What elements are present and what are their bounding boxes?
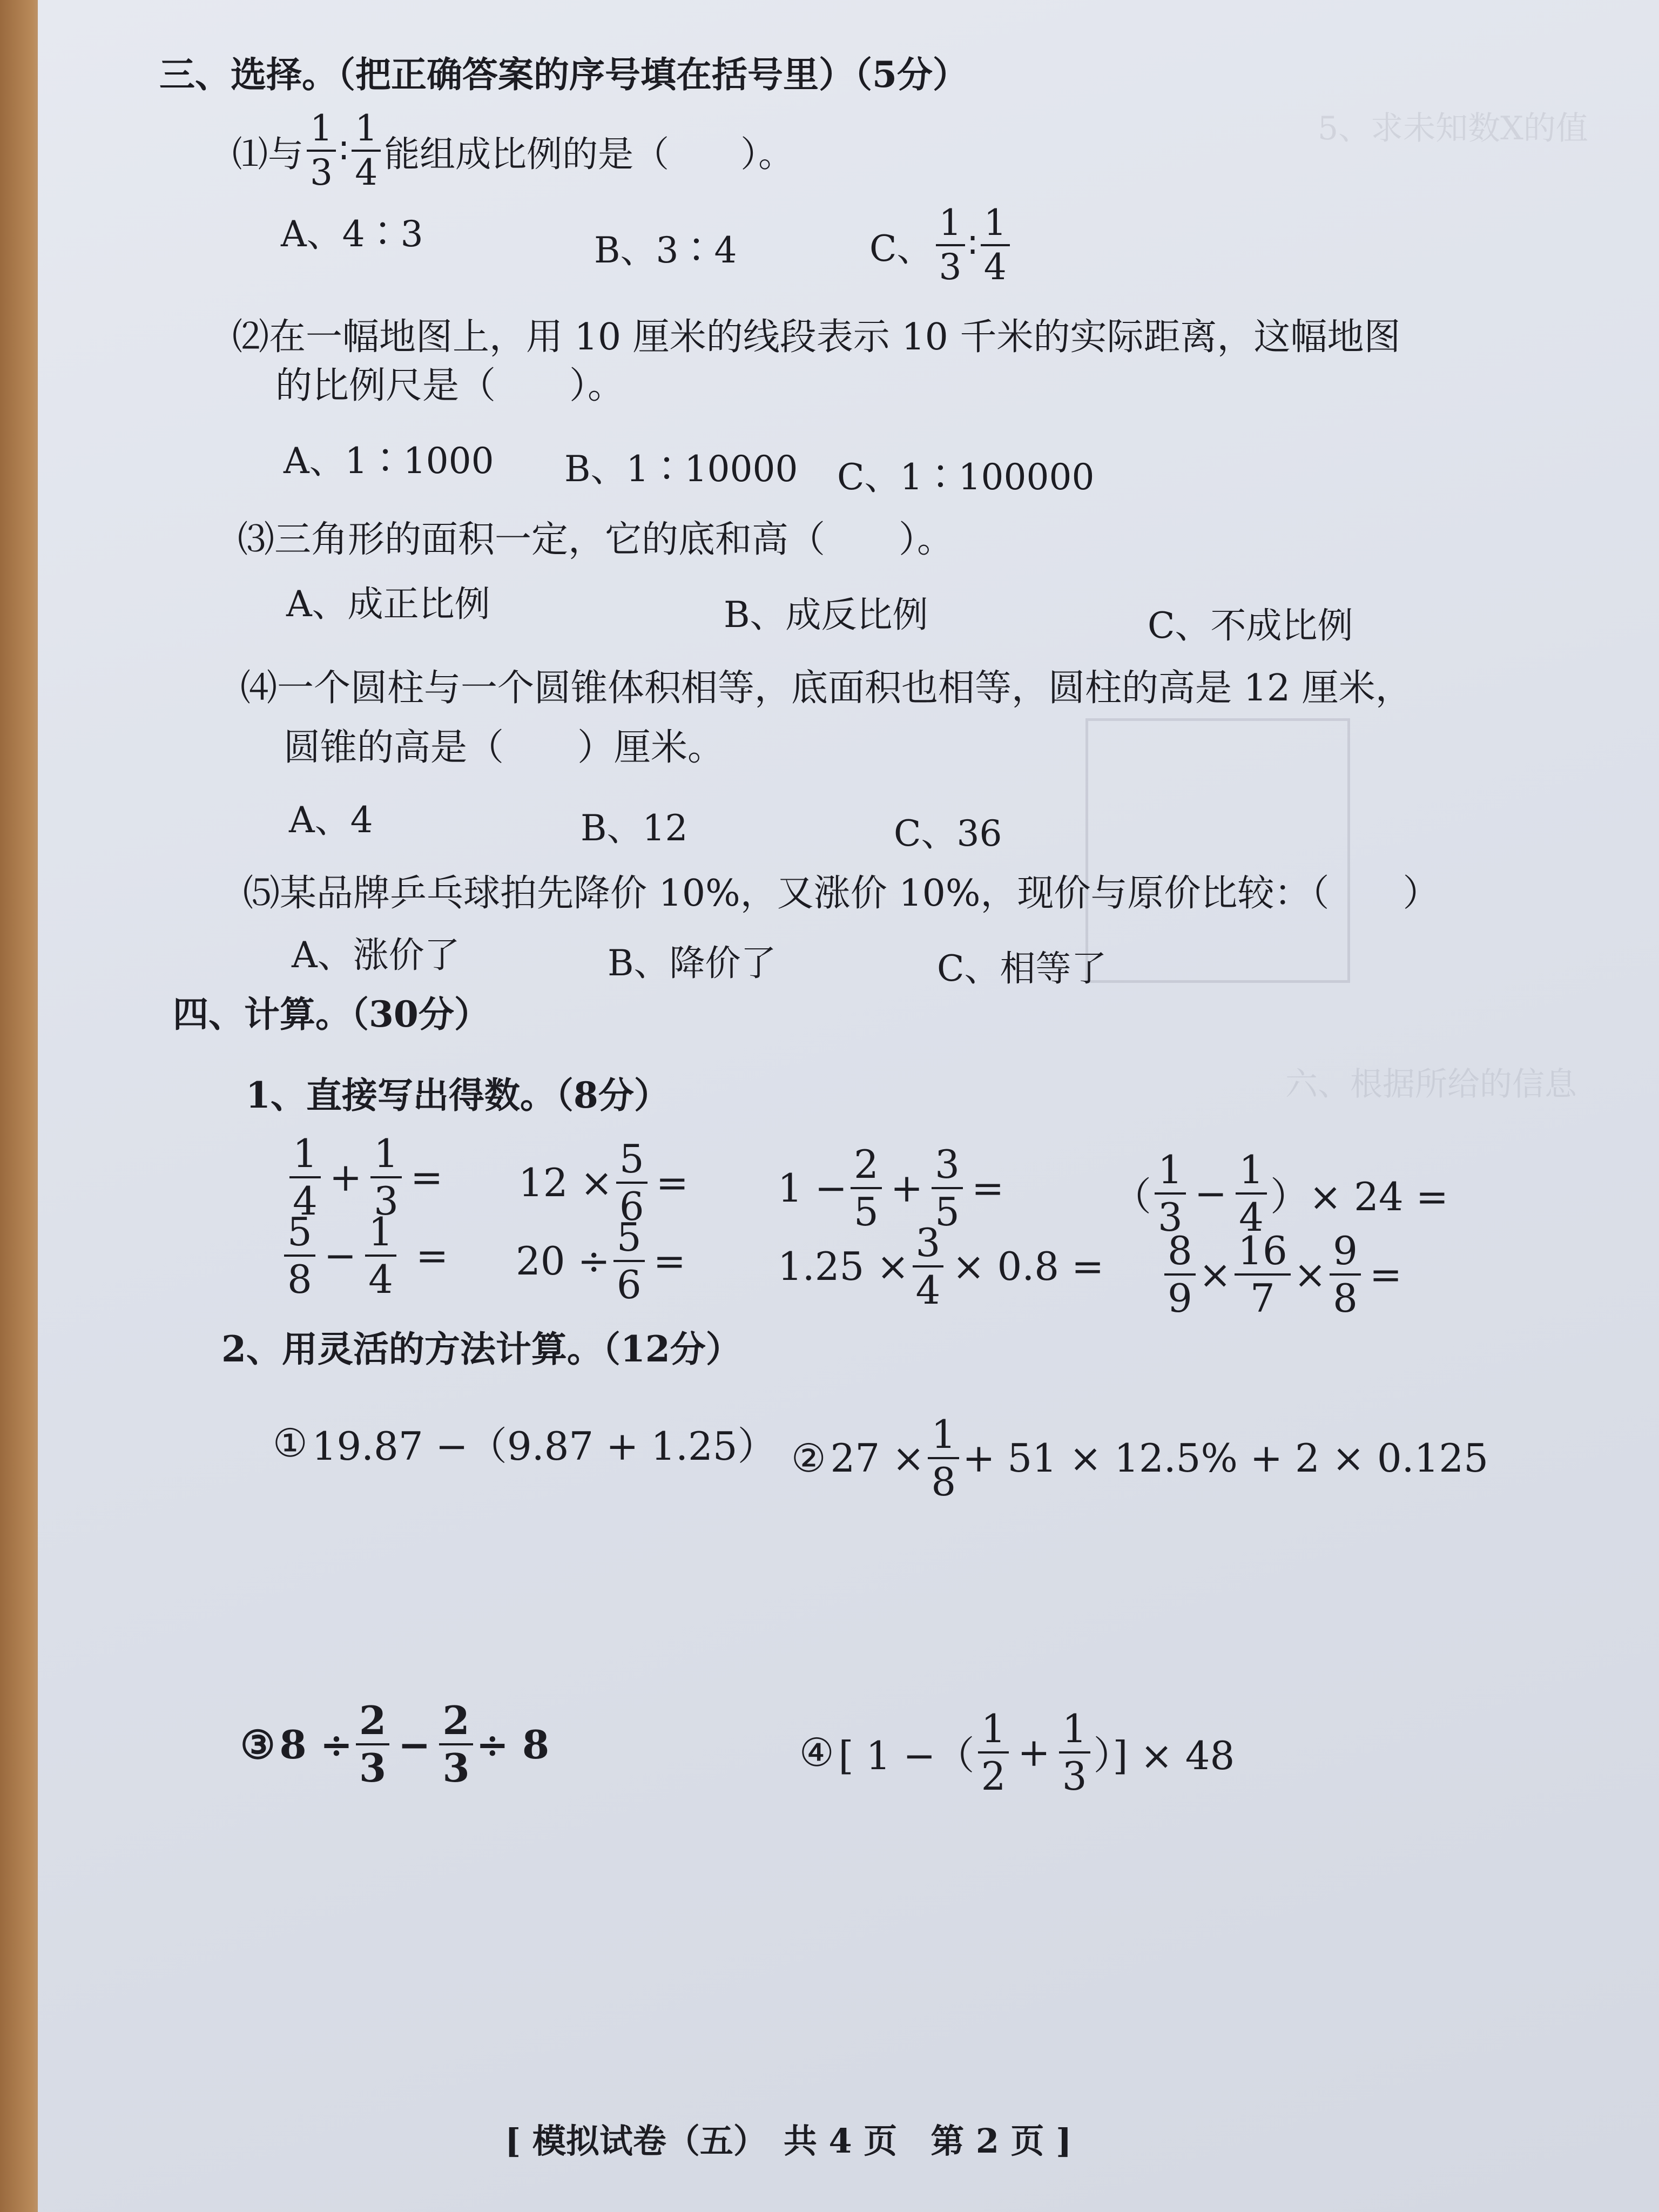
q5-line1: ⑸某品牌乒乓球拍先降价 10%，又涨价 10%，现价与原价比较：（ ） — [243, 872, 1440, 915]
fraction: $\frac{2}{3}$ — [439, 1701, 473, 1788]
fraction: $\frac{1}{3}$ — [307, 111, 336, 191]
fraction: $\frac{1}{4}$ — [352, 111, 381, 191]
expression-6: 20 ÷ $\frac{5}{6}$ = — [516, 1215, 686, 1307]
q4-line1: ⑷一个圆柱与一个圆锥体积相等，底面积也相等，圆柱的高是 12 厘米， — [240, 667, 1412, 710]
fraction: $\frac{16}{7}$ — [1235, 1231, 1291, 1318]
expression-4: （ $\frac{1}{3}$ − $\frac{1}{4}$ ）× 24 = — [1112, 1147, 1449, 1240]
q2-line1: ⑵在一幅地图上，用 10 厘米的线段表示 10 千米的实际距离，这幅地图 — [232, 316, 1401, 359]
part1-title: 1、直接写出得数。（8分） — [246, 1074, 670, 1116]
expression-8: $\frac{8}{9}$ × $\frac{16}{7}$ × $\frac{9}{8}$ = — [1161, 1231, 1407, 1318]
fraction: $\frac{5}{6}$ — [613, 1218, 645, 1304]
fraction: $\frac{1}{3}$ — [1155, 1150, 1186, 1237]
q3-option-b: B、成反比例 — [724, 594, 928, 636]
q5-option-b: B、降价了 — [608, 942, 777, 984]
fraction: $\frac{3}{4}$ — [913, 1223, 944, 1310]
q4-line2: 圆锥的高是（ ）厘米。 — [284, 726, 725, 769]
calc-4: ④ [ 1 −（ $\frac{1}{2}$ + $\frac{1}{3}$ ）] × 48 — [799, 1706, 1235, 1799]
fraction: $\frac{1}{3}$ — [370, 1134, 402, 1220]
fraction: $\frac{1}{4}$ — [365, 1212, 396, 1299]
fraction: $\frac{5}{6}$ — [616, 1139, 648, 1226]
q3-line1: ⑶三角形的面积一定，它的底和高（ ）。 — [238, 518, 954, 561]
fraction: $\frac{1}{3}$ — [936, 205, 965, 285]
q2-option-b: B、1∶10000 — [564, 448, 798, 490]
ratio-colon: ∶ — [339, 130, 349, 172]
q4-option-a: A、4 — [289, 799, 373, 841]
bleed-through-box — [1085, 718, 1350, 983]
calc-2: ② 27 × $\frac{1}{8}$ + 51 × 12.5% + 2 × 0.125 — [791, 1412, 1488, 1505]
fraction: $\frac{1}{4}$ — [981, 205, 1010, 285]
section4-title: 四、计算。（30分） — [173, 993, 490, 1035]
q1-option-b: B、3∶4 — [594, 230, 737, 271]
fraction: $\frac{1}{2}$ — [978, 1709, 1009, 1796]
fraction: $\frac{1}{4}$ — [1236, 1150, 1267, 1237]
q4-option-c: C、36 — [894, 813, 1002, 854]
q2-option-a: A、1∶1000 — [284, 440, 494, 482]
bleed-through: 六、根据所给的信息 — [1285, 1065, 1577, 1103]
expression-1: $\frac{1}{4}$ + $\frac{1}{3}$ = — [286, 1134, 448, 1220]
fraction: $\frac{8}{9}$ — [1164, 1231, 1196, 1318]
fraction: $\frac{1}{4}$ — [289, 1134, 321, 1220]
q1-number: ⑴ — [232, 133, 268, 175]
q1-pre: 与 — [268, 133, 304, 175]
calc-1: ① 19.87 −（9.87 + 1.25） — [273, 1420, 777, 1469]
fraction: $\frac{5}{8}$ — [284, 1212, 315, 1299]
q1-stem — [232, 107, 794, 193]
expression-7: 1.25 × $\frac{3}{4}$ × 0.8 = — [778, 1220, 1104, 1313]
calc-3: ③ 8 ÷ $\frac{2}{3}$ − $\frac{2}{3}$ ÷ 8 — [240, 1697, 550, 1791]
q2-line2: 的比例尺是（ ）。 — [275, 365, 625, 407]
q3-option-a: A、成正比例 — [286, 583, 490, 625]
fraction: $\frac{9}{8}$ — [1330, 1231, 1361, 1318]
fraction: $\frac{1}{3}$ — [1059, 1709, 1090, 1796]
q1-post: 能组成比例的是（ ）。 — [384, 133, 794, 175]
q1-option-a: A、4∶3 — [281, 213, 423, 255]
q3-option-c: C、不成比例 — [1148, 605, 1353, 646]
q5-option-a: A、涨价了 — [292, 934, 460, 976]
bleed-through: 5、求未知数X的值 — [1318, 110, 1588, 147]
fraction: $\frac{1}{8}$ — [928, 1415, 959, 1501]
part2-title: 2、用灵活的方法计算。（12分） — [221, 1328, 741, 1370]
expression-2: 12 × $\frac{5}{6}$ = — [518, 1136, 689, 1229]
q4-option-b: B、12 — [581, 807, 688, 849]
page-footer: [ 模拟试卷（五） 共 4 页 第 2 页 ] — [505, 2121, 1072, 2161]
q5-option-c: C、相等了 — [937, 948, 1107, 989]
fraction: $\frac{2}{5}$ — [851, 1145, 882, 1231]
fraction: $\frac{3}{5}$ — [932, 1145, 963, 1231]
section3-title: 三、选择。（把正确答案的序号填在括号里）（5分） — [159, 53, 968, 96]
q2-option-c: C、1∶100000 — [837, 456, 1095, 498]
expression-3: 1 − $\frac{2}{5}$ + $\frac{3}{5}$ = — [778, 1142, 1004, 1235]
q1-option-c: C、 $\frac{1}{3}$ ∶ $\frac{1}{4}$ — [869, 205, 1013, 285]
expression-5: $\frac{5}{8}$ − $\frac{1}{4}$ = — [281, 1212, 454, 1299]
fraction: $\frac{2}{3}$ — [356, 1701, 389, 1788]
